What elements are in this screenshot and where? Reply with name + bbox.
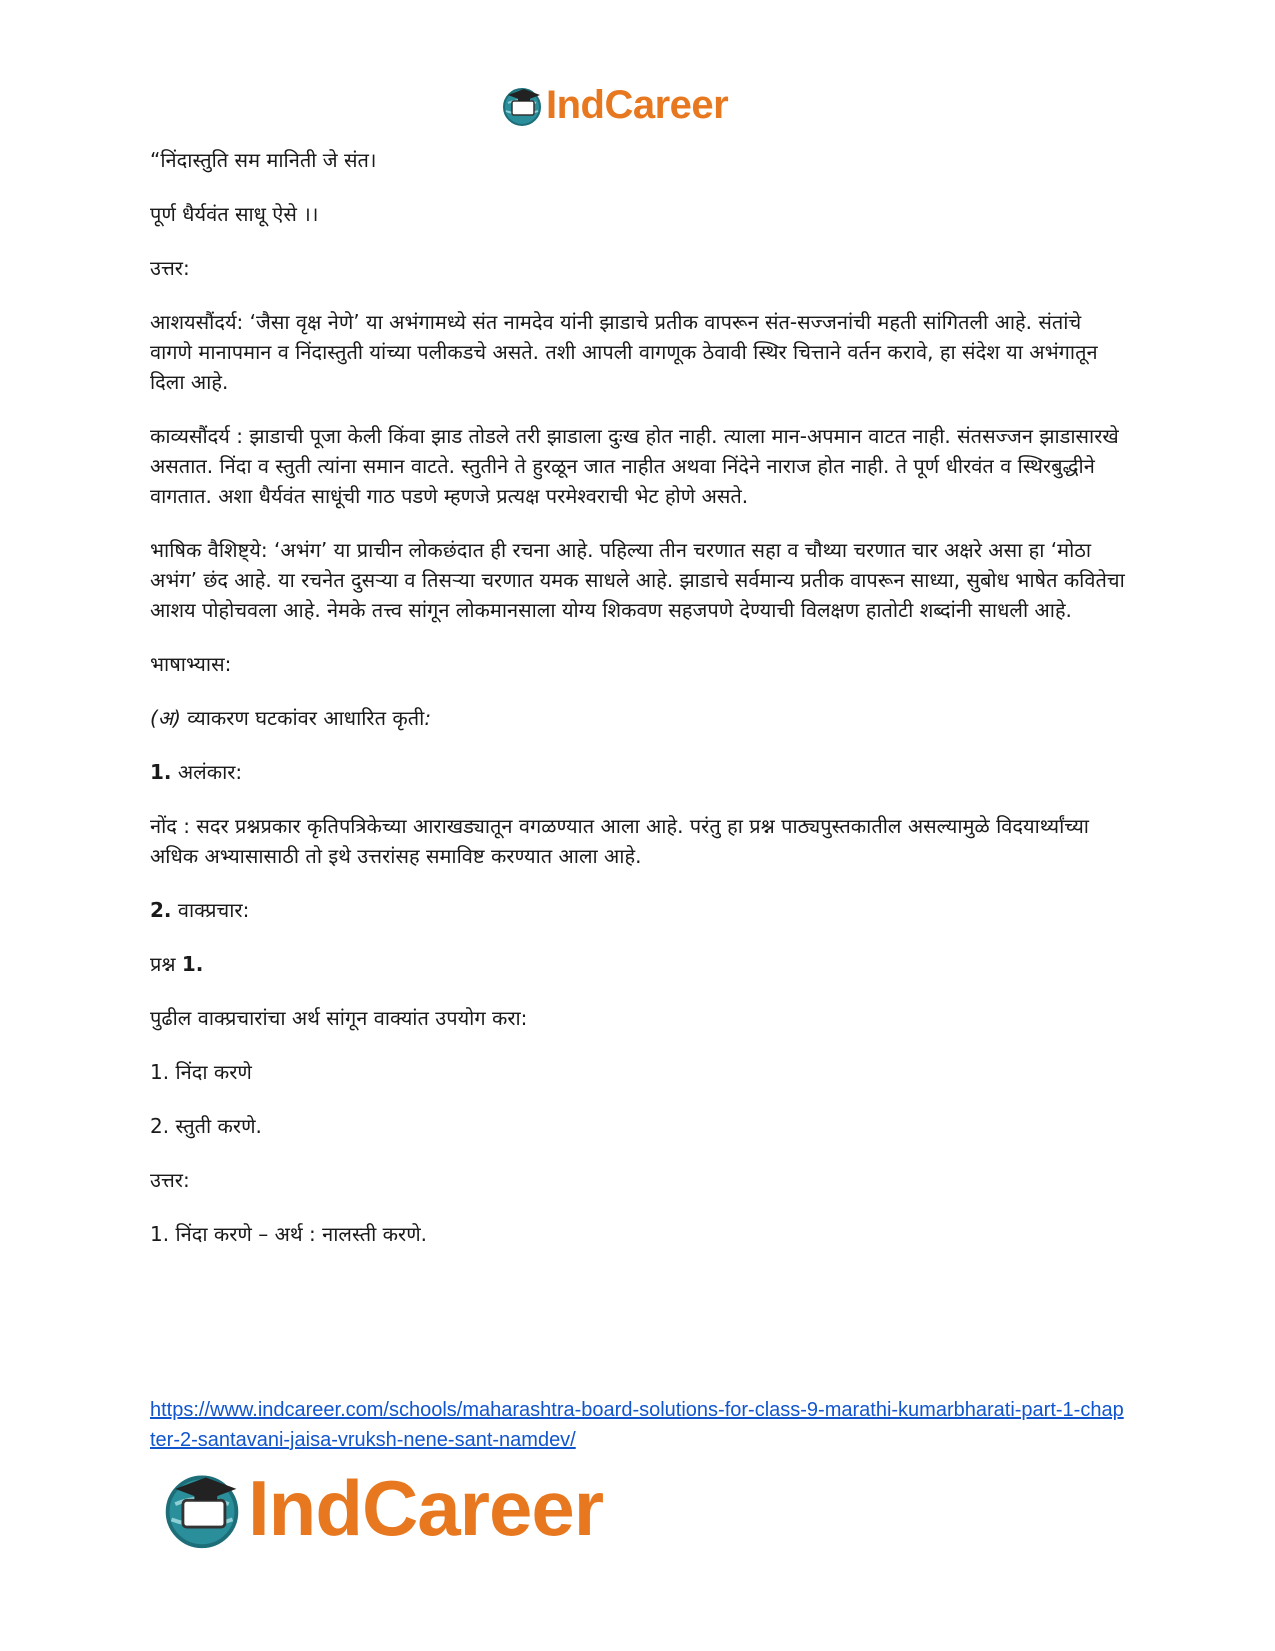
list-item: 1. निंदा करणे [150, 1060, 252, 1084]
section-text: व्याकरण घटकांवर आधारित कृती [187, 706, 425, 730]
question-number: 1. [181, 952, 204, 976]
language-features-paragraph: भाषिक वैशिष्ट्ये: ‘अभंग’ या प्राचीन लोकछंदात ही रचना आहे. पहिल्या तीन चरणात सहा व चौथ्या चरणात चार अक्षरे असा हा ‘मोठा अभंग’ छंद आहे. या रचनेत दुसऱ्या व तिसऱ्या चरणात यमक साधले आहे. झाडाचे सर्वमान्य प्रतीक वापरून साध्या, सुबोध भाषेत कवितेचा आशय पोहोचवला आहे. नेमके तत्त्व सांगून लोकमानसाला योग्य शिकवण सहजपणे देण्याची विलक्षण हातोटी शब्दांनी साधली आहे. [150, 538, 1125, 622]
answer-heading: उत्तर: [150, 1168, 190, 1192]
answer-line: 1. निंदा करणे – अर्थ : नालस्ती करणे. [150, 1222, 428, 1246]
figures-of-speech-heading [150, 757, 1125, 787]
poetic-beauty-paragraph: काव्यसौंदर्य : झाडाची पूजा केली किंवा झाड तोडले तरी झाडाला दुःख होत नाही. त्याला मान-अपमान वाटत नाही. संतसज्जन झाडासारखे असतात. निंदा व स्तुती त्यांना समान वाटते. स्तुतीने ते हुरळून जात नाहीत अथवा निंदेने नाराज होत नाही. ते पूर्ण धीरवंत व स्थिरबुद्धीने वागतात. अशा धैर्यवंत साधूंची गाठ पडणे म्हणजे प्रत्यक्ष परमेश्वराची भेट होणे असते. [150, 424, 1119, 508]
section-label: (अ) [150, 706, 181, 730]
language-study-heading: भाषाभ्यास: [150, 652, 232, 676]
grammar-activity-heading [150, 703, 1125, 733]
footer-brand-name: IndCareer [248, 1464, 604, 1552]
idioms-heading [150, 895, 1125, 925]
footer-logo [160, 1463, 700, 1553]
verse-line-2: पूर्ण धैर्यवंत साधू ऐसे ।। [150, 202, 319, 226]
note-paragraph: नोंद : सदर प्रश्नप्रकार कृतिपत्रिकेच्या आराखड्यातून वगळण्यात आला आहे. परंतु हा प्रश्न पाठ्यपुस्तकातील असल्यामुळे विदयार्थ्यांच्या अधिक अभ्यासासाठी तो इथे उत्तरांसह समाविष्ट करण्यात आला आहे. [150, 814, 1089, 868]
section-colon: : [424, 706, 432, 730]
question-instruction: पुढील वाक्प्रचारांचा अर्थ सांगून वाक्यांत उपयोग करा: [150, 1006, 528, 1030]
list-item: 2. स्तुती करणे. [150, 1114, 262, 1138]
answer-heading: उत्तर: [150, 256, 190, 280]
item-text: वाक्प्रचार: [177, 898, 250, 922]
item-text: अलंकार: [177, 760, 243, 784]
header-logo [500, 80, 780, 130]
item-number: 2. [150, 898, 172, 922]
source-link[interactable]: https://www.indcareer.com/schools/maharashtra-board-solutions-for-class-9-marathi-kumarbharati-part-1-chapter-2-santavani-jaisa-vruksh-nene-sant-namdev/ [150, 1399, 1124, 1451]
question-heading [150, 949, 1125, 979]
globe-graduation-cap-icon [160, 1466, 244, 1550]
item-number: 1. [150, 760, 172, 784]
meaning-paragraph: आशयसौंदर्य: ‘जैसा वृक्ष नेणे’ या अभंगामध्ये संत नामदेव यांनी झाडाचे प्रतीक वापरून संत-सज्जनांची महती सांगितली आहे. संतांचे वागणे मानापमान व निंदास्तुती यांच्या पलीकडचे असते. तशी आपली वागणूक ठेवावी स्थिर चित्ताने वर्तन करावे, हा संदेश या अभंगातून दिला आहे. [150, 310, 1098, 394]
verse-line-1: “निंदास्तुति सम मानिती जे संत। [150, 148, 377, 172]
question-label: प्रश्न [150, 952, 176, 976]
globe-graduation-cap-icon [500, 83, 544, 127]
header-brand-name: IndCareer [546, 83, 729, 127]
article-body [150, 145, 1125, 1273]
